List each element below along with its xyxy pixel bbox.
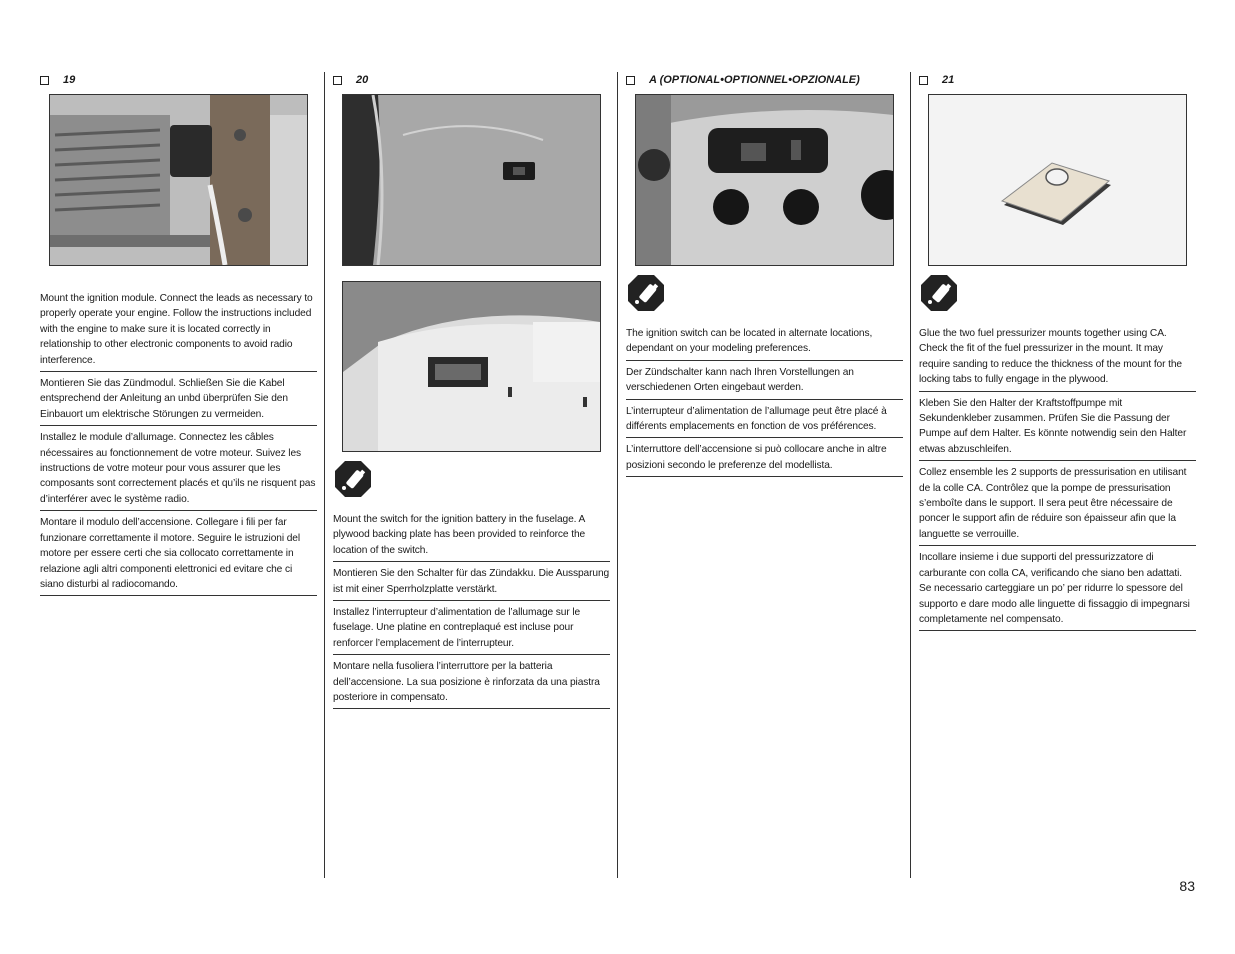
column-divider xyxy=(617,72,618,878)
paragraph-italian: Montare nella fusoliera l’interruttore per la batteria dell’accensione. La sua posizione è rinforzata da una piastra posteriore in compensato. xyxy=(333,655,610,709)
photo-alternate-switch-location xyxy=(635,94,894,266)
photo-ignition-module xyxy=(49,94,308,266)
ca-glue-bottle-icon xyxy=(334,460,372,498)
step-a-header xyxy=(626,72,903,88)
ca-glue-bottle-icon xyxy=(920,274,958,312)
paragraph-english: The ignition switch can be located in alternate locations, dependant on your modeling preferences. xyxy=(626,322,903,361)
paragraph-french: Installez l’interrupteur d’alimentation de l’allumage sur le fuselage. Une platine en contreplaqué est incluse pour renforcer l’emplacement de l’interrupteur. xyxy=(333,601,610,655)
checkbox-icon[interactable] xyxy=(333,76,342,85)
paragraph-french: L’interrupteur d’alimentation de l’allumage peut être placé à différents emplacements en fonction de vos préférences. xyxy=(626,400,903,439)
step-a-text xyxy=(626,322,903,477)
photo-fuselage-switch xyxy=(342,94,601,266)
step-21-header xyxy=(919,72,1196,88)
paragraph-english: Mount the ignition module. Connect the leads as necessary to properly operate your engine. Follow the instructions included with the engine to make sure it is located correctly in relationship to other electronic components to avoid radio interference. xyxy=(40,287,317,372)
step-19-text xyxy=(40,287,317,596)
paragraph-german: Der Zündschalter kann nach Ihren Vorstellungen an verschiedenen Orten eingebaut werden. xyxy=(626,361,903,400)
step-20-header xyxy=(333,72,610,88)
checkbox-icon[interactable] xyxy=(919,76,928,85)
step-21-text xyxy=(919,322,1196,631)
column-divider xyxy=(324,72,325,878)
paragraph-german: Kleben Sie den Halter der Kraftstoffpumpe mit Sekundenkleber zusammen. Prüfen Sie die Passung der Pumpe auf dem Halter. Es könnte notwendig sein den Halter etwas abzuschleifen. xyxy=(919,392,1196,462)
photo-fuselage-interior xyxy=(342,281,601,452)
checkbox-icon[interactable] xyxy=(626,76,635,85)
ca-glue-bottle-icon xyxy=(627,274,665,312)
step-number: 20 xyxy=(356,74,369,86)
paragraph-italian: Montare il modulo dell’accensione. Collegare i fili per far funzionare correttamente il motore. Seguire le istruzioni del motore per essere certi che sia collocato correttamente in relazione agli altri componenti elettronici ed evitare che ci siano disturbi al radiocomando. xyxy=(40,511,317,596)
paragraph-italian: L’interruttore dell’accensione si può collocare anche in altre posizioni secondo le preferenze del modellista. xyxy=(626,438,903,477)
step-number: 19 xyxy=(63,74,76,86)
paragraph-german: Montieren Sie den Schalter für das Zündakku. Die Aussparung ist mit einer Sperrholzplatte verstärkt. xyxy=(333,562,610,601)
photo-fuel-pressurizer-mount xyxy=(928,94,1187,266)
paragraph-italian: Incollare insieme i due supporti del pressurizzatore di carburante con colla CA, verificando che siano ben adattati. Se necessario carteggiare un po’ per ridurre lo spessore del supporto e dare modo alle linguette di fissaggio di impegnarsi completamente nel compensato. xyxy=(919,546,1196,631)
step-19-header xyxy=(40,72,317,88)
paragraph-german: Montieren Sie das Zündmodul. Schließen Sie die Kabel entsprechend der Anleitung an unbd überprüfen Sie den Einbauort um elektrische Störungen zu vermeiden. xyxy=(40,372,317,426)
column-divider xyxy=(910,72,911,878)
paragraph-french: Installez le module d’allumage. Connectez les câbles nécessaires au fonctionnement de votre moteur. Suivez les instructions de votre moteur pour vous assurer que les composants sont correctement placés et qu’ils ne risquent pas d’interférer avec le système radio. xyxy=(40,426,317,511)
paragraph-english: Mount the switch for the ignition battery in the fuselage. A plywood backing plate has been provided to reinforce the location of the switch. xyxy=(333,508,610,562)
page-number: 83 xyxy=(1179,878,1195,894)
step-number: 21 xyxy=(942,74,955,86)
paragraph-french: Collez ensemble les 2 supports de pressurisation en utilisant de la colle CA. Contrôlez que la pompe de pressurisation s’emboîte dans le support. Il sera peut être nécessaire de poncer le support afin de réduire son épaisseur afin que la languette se verrouille. xyxy=(919,461,1196,546)
step-number: A (OPTIONAL•OPTIONNEL•OPZIONALE) xyxy=(649,74,860,86)
paragraph-english: Glue the two fuel pressurizer mounts together using CA. Check the fit of the fuel pressurizer in the mount. It may require sanding to reduce the thickness of the mount for the locking tabs to fully engage in the plywood. xyxy=(919,322,1196,392)
step-20-text xyxy=(333,508,610,709)
checkbox-icon[interactable] xyxy=(40,76,49,85)
